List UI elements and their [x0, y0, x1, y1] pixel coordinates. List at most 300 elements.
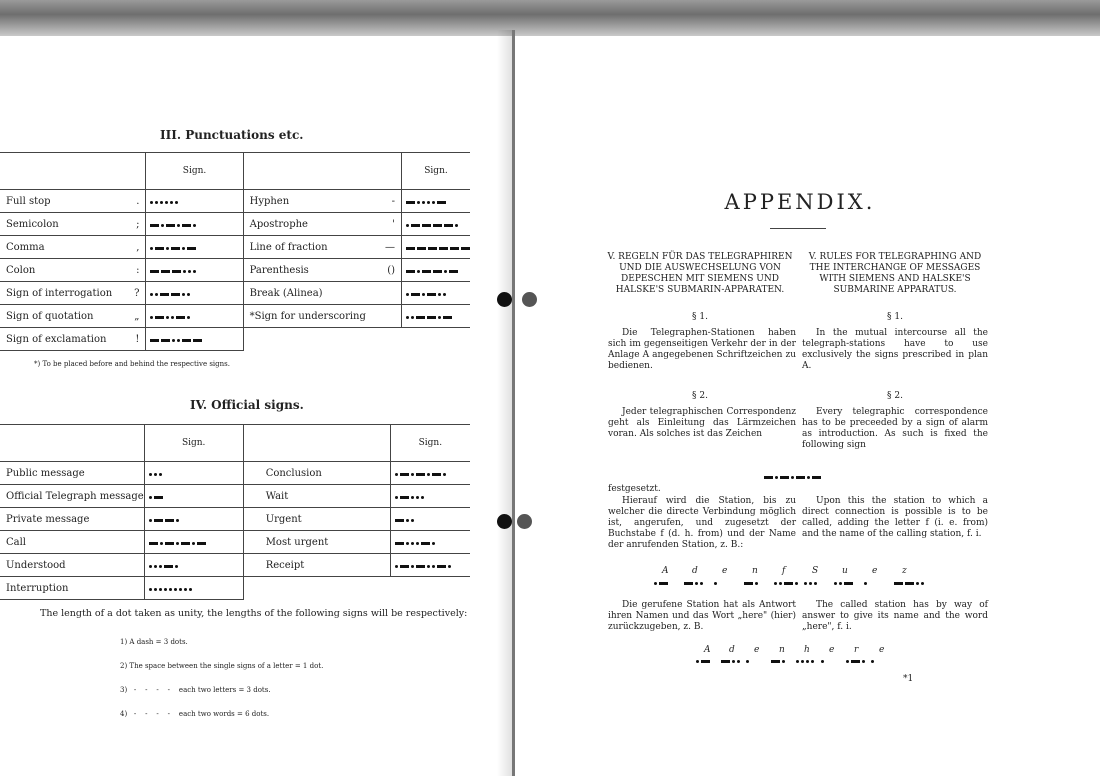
morse-dash	[744, 582, 753, 585]
morse-dot	[791, 476, 794, 479]
morse-dot	[811, 660, 814, 663]
morse-dash	[812, 476, 821, 479]
punct-morse	[402, 190, 471, 213]
morse-dot	[159, 588, 162, 591]
official-label: Wait	[243, 485, 390, 508]
example-letter: u	[842, 566, 848, 576]
morse-dash	[400, 496, 409, 499]
morse-dash	[421, 542, 430, 545]
morse-dot	[746, 660, 749, 663]
morse-dot	[183, 270, 186, 273]
morse-dash	[437, 565, 446, 568]
example-morse	[744, 582, 758, 585]
morse-dash	[182, 224, 191, 227]
punct-morse	[146, 236, 243, 259]
example-letter: r	[854, 645, 859, 655]
official-label: Public message	[0, 462, 144, 485]
morse-dash	[844, 582, 853, 585]
morse-dash	[432, 473, 441, 476]
book-spine	[512, 30, 515, 776]
morse-code	[406, 224, 458, 227]
binding-hole-upper-right	[522, 292, 537, 307]
morse-dot	[395, 565, 398, 568]
morse-dot	[166, 247, 169, 250]
punct-morse	[146, 305, 243, 328]
punct-morse	[146, 213, 243, 236]
morse-dot	[175, 201, 178, 204]
morse-code	[395, 565, 451, 568]
morse-dot	[193, 270, 196, 273]
morse-dash	[450, 247, 459, 250]
morse-dash	[411, 224, 420, 227]
morse-dash	[449, 270, 458, 273]
section2-de-label: § 2.	[692, 391, 708, 401]
morse-dot	[177, 339, 180, 342]
example-morse	[746, 660, 749, 663]
morse-dot	[159, 473, 162, 476]
morse-dash	[165, 519, 174, 522]
morse-dot	[422, 293, 425, 296]
morse-dot	[159, 565, 162, 568]
morse-dash	[400, 473, 409, 476]
morse-dash	[155, 316, 164, 319]
table-row	[0, 282, 470, 305]
morse-dash	[701, 660, 710, 663]
punct-label: Semicolon	[0, 213, 112, 236]
example-letter: h	[804, 645, 810, 655]
official-morse	[144, 531, 243, 554]
official-morse	[144, 577, 243, 600]
punct-morse	[402, 305, 471, 328]
punct-label: *Sign for underscoring	[243, 305, 367, 328]
morse-dot	[834, 582, 837, 585]
punct-symbol: !	[112, 328, 146, 351]
morse-dot	[395, 496, 398, 499]
morse-dot	[432, 201, 435, 204]
example-letter: e	[754, 645, 760, 655]
official-morse	[390, 508, 470, 531]
morse-dot	[807, 476, 810, 479]
morse-dash	[165, 542, 174, 545]
morse-dash	[171, 247, 180, 250]
example-morse	[804, 582, 817, 585]
morse-dot	[427, 565, 430, 568]
morse-dash	[164, 565, 173, 568]
example-letter: e	[879, 645, 885, 655]
punct-symbol: ()	[368, 259, 402, 282]
morse-code	[150, 316, 190, 319]
section2-de-text: Jeder telegraphischen Correspondenz geht als Einleitung das Lärmzeichen voran. Als solches ist das Zeichen	[608, 407, 796, 439]
punct-label: Apostrophe	[243, 213, 367, 236]
example-letter: d	[692, 566, 698, 576]
example-letter: S	[812, 566, 819, 576]
sign-header: Sign.	[390, 425, 470, 462]
morse-dash	[417, 247, 426, 250]
official-label: Interruption	[0, 577, 144, 600]
morse-dot	[176, 542, 179, 545]
punct-morse	[146, 328, 243, 351]
morse-dash	[684, 582, 693, 585]
morse-dot	[422, 201, 425, 204]
table-row	[0, 508, 470, 531]
morse-dot	[150, 247, 153, 250]
morse-dot	[432, 542, 435, 545]
festgesetzt-text: festgesetzt.	[608, 484, 661, 494]
paragraph3-de-text: Hierauf wird die Station, bis zu welcher die directe Verbindung möglich ist, angerufen, und zugesetzt der Buchstabe f (d. h. from) und der Name der anrufenden Station, z. B.:	[608, 496, 796, 550]
morse-code	[150, 270, 196, 273]
morse-dot	[432, 565, 435, 568]
punct-label: Comma	[0, 236, 112, 259]
title-rule	[770, 228, 826, 229]
morse-dot	[192, 542, 195, 545]
morse-dot	[443, 293, 446, 296]
punct-morse	[402, 282, 471, 305]
punct-symbol: '	[368, 213, 402, 236]
morse-dot	[406, 542, 409, 545]
morse-dash	[905, 582, 914, 585]
morse-dot	[154, 565, 157, 568]
morse-dash	[395, 519, 404, 522]
morse-dash	[197, 542, 206, 545]
official-morse	[144, 462, 243, 485]
morse-dot	[779, 582, 782, 585]
official-label: Urgent	[243, 508, 390, 531]
morse-dot	[411, 519, 414, 522]
official-label: Conclusion	[243, 462, 390, 485]
morse-dot	[149, 588, 152, 591]
morse-dot	[775, 476, 778, 479]
section1-de-text: Die Telegraphen-Stationen haben sich im gegenseitigen Verkehr der in der Anlage A angegebenen Schriftzeichen zu bedienen.	[608, 328, 796, 371]
punctuation-table	[0, 152, 470, 351]
morse-dot	[165, 201, 168, 204]
punct-morse	[146, 282, 243, 305]
morse-code	[150, 201, 178, 204]
example1-morse	[662, 582, 962, 588]
binding-hole-upper-left	[497, 292, 512, 307]
morse-dash	[172, 270, 181, 273]
morse-dot	[161, 224, 164, 227]
example2-letters	[704, 645, 924, 657]
official-label: Private message	[0, 508, 144, 531]
morse-dot	[732, 660, 735, 663]
morse-dot	[406, 293, 409, 296]
morse-dot	[164, 588, 167, 591]
punct-symbol: .	[112, 190, 146, 213]
morse-dash	[416, 316, 425, 319]
official-morse	[390, 485, 470, 508]
official-morse	[144, 554, 243, 577]
morse-dot	[170, 201, 173, 204]
morse-dot	[149, 565, 152, 568]
morse-dash	[411, 293, 420, 296]
morse-dot	[395, 473, 398, 476]
morse-dot	[448, 565, 451, 568]
alarm-sign	[764, 464, 821, 483]
morse-dash	[437, 201, 446, 204]
example-letter: d	[729, 645, 735, 655]
example-morse	[821, 660, 824, 663]
morse-dash	[406, 201, 415, 204]
morse-dot	[921, 582, 924, 585]
morse-dot	[160, 542, 163, 545]
official-label: Understood	[0, 554, 144, 577]
morse-dot	[189, 588, 192, 591]
morse-dot	[862, 660, 865, 663]
morse-dot	[155, 293, 158, 296]
morse-code	[406, 201, 446, 204]
official-label: Official Telegraph message	[0, 485, 144, 508]
morse-dot	[427, 201, 430, 204]
example-morse	[796, 660, 814, 663]
morse-dot	[149, 473, 152, 476]
morse-code	[395, 473, 446, 476]
punct-symbol: ;	[112, 213, 146, 236]
example-letter: n	[752, 566, 758, 576]
example-letter: A	[662, 566, 669, 576]
morse-dash	[400, 565, 409, 568]
example-morse	[774, 582, 798, 585]
punct-label: Sign of interrogation	[0, 282, 112, 305]
morse-dot	[174, 588, 177, 591]
morse-code	[150, 247, 196, 250]
length-item: 2) The space between the single signs of a letter = 1 dot.	[120, 662, 324, 670]
page-mark: *1	[903, 674, 914, 684]
morse-dot	[187, 293, 190, 296]
morse-dash	[784, 582, 793, 585]
morse-dot	[411, 316, 414, 319]
punct-symbol: —	[368, 236, 402, 259]
section1-de-label: § 1.	[692, 312, 708, 322]
scan-top-band	[0, 0, 1100, 36]
official-morse	[144, 485, 243, 508]
morse-code	[150, 224, 196, 227]
morse-dot	[443, 473, 446, 476]
sign-header: Sign.	[146, 153, 243, 190]
example-morse	[714, 582, 717, 585]
morse-dash	[406, 247, 415, 250]
morse-code	[149, 588, 192, 591]
morse-code	[406, 270, 458, 273]
paragraph4-en-text: The called station has by way of answer to give its name and the word „here", f. i.	[802, 600, 988, 632]
appendix-title: APPENDIX.	[724, 190, 876, 214]
morse-dot	[187, 316, 190, 319]
punct-morse	[402, 236, 471, 259]
morse-dot	[806, 660, 809, 663]
morse-dot	[411, 473, 414, 476]
example-morse	[654, 582, 668, 585]
punct-morse	[402, 213, 471, 236]
table-row	[0, 485, 470, 508]
punct-label: Sign of exclamation	[0, 328, 112, 351]
length-items	[120, 622, 323, 726]
section1-en-label: § 1.	[887, 312, 903, 322]
punct-symbol	[368, 305, 402, 328]
punct-morse	[402, 259, 471, 282]
morse-code	[149, 519, 179, 522]
punct-symbol: ?	[112, 282, 146, 305]
morse-code	[406, 316, 452, 319]
morse-dot	[417, 270, 420, 273]
morse-dot	[179, 588, 182, 591]
morse-dash	[150, 339, 159, 342]
morse-dot	[801, 660, 804, 663]
example-morse	[894, 582, 924, 585]
morse-dot	[149, 496, 152, 499]
morse-dash	[149, 542, 158, 545]
morse-code	[395, 519, 414, 522]
punct-symbol: „	[112, 305, 146, 328]
morse-dot	[169, 588, 172, 591]
morse-dot	[406, 224, 409, 227]
morse-dot	[150, 316, 153, 319]
table-row	[0, 554, 470, 577]
morse-dash	[851, 660, 860, 663]
morse-dot	[438, 316, 441, 319]
morse-dash	[422, 270, 431, 273]
morse-dot	[177, 224, 180, 227]
official-morse	[390, 531, 470, 554]
morse-dash	[439, 247, 448, 250]
table-row	[0, 328, 470, 351]
morse-dot	[696, 660, 699, 663]
table-row	[0, 236, 470, 259]
punct-label: Line of fraction	[243, 236, 367, 259]
paragraph4-de-text: Die gerufene Station hat als Antwort ihren Namen und das Wort „here" (hier) zurückzugeben, z. B.	[608, 600, 796, 632]
morse-dot	[154, 588, 157, 591]
sign-header: Sign.	[402, 153, 471, 190]
morse-dot	[796, 660, 799, 663]
example-letter: f	[782, 566, 786, 576]
official-morse	[144, 508, 243, 531]
length-item: 3) - - - - each two letters = 3 dots.	[120, 686, 271, 694]
morse-dot	[411, 565, 414, 568]
official-signs-table	[0, 424, 470, 600]
morse-dot	[438, 293, 441, 296]
table-row	[0, 462, 470, 485]
table-row	[0, 190, 470, 213]
official-label: Most urgent	[243, 531, 390, 554]
binding-hole-lower-right	[517, 514, 532, 529]
example-letter: e	[872, 566, 878, 576]
morse-dot	[166, 316, 169, 319]
morse-dot	[406, 316, 409, 319]
morse-dot	[411, 496, 414, 499]
morse-code	[149, 565, 178, 568]
morse-dash	[154, 519, 163, 522]
morse-dot	[700, 582, 703, 585]
example-morse	[871, 660, 874, 663]
morse-dot	[839, 582, 842, 585]
morse-dash	[444, 224, 453, 227]
morse-dot	[427, 473, 430, 476]
punct-label: Break (Alinea)	[243, 282, 367, 305]
morse-dash	[780, 476, 789, 479]
morse-dot	[782, 660, 785, 663]
morse-dot	[809, 582, 812, 585]
punct-label: Parenthesis	[243, 259, 367, 282]
morse-code	[395, 496, 424, 499]
morse-dash	[187, 247, 196, 250]
morse-dash	[193, 339, 202, 342]
morse-dash	[427, 293, 436, 296]
morse-code	[149, 473, 162, 476]
morse-code	[406, 247, 470, 250]
official-morse	[390, 462, 470, 485]
official-morse	[390, 554, 470, 577]
example-letter: n	[779, 645, 785, 655]
length-item: 4) - - - - each two words = 6 dots.	[120, 710, 270, 718]
morse-dash	[461, 247, 470, 250]
morse-dot	[804, 582, 807, 585]
example-morse	[696, 660, 710, 663]
binding-hole-lower-left	[497, 514, 512, 529]
morse-dot	[155, 201, 158, 204]
morse-dot	[182, 293, 185, 296]
morse-dot	[416, 496, 419, 499]
morse-dot	[176, 519, 179, 522]
morse-dash	[764, 476, 773, 479]
morse-dash	[422, 224, 431, 227]
morse-dash	[155, 247, 164, 250]
morse-dot	[160, 201, 163, 204]
section2-en-text: Every telegraphic correspondence has to be preceeded by a sign of alarm as introduction. As such is fixed the following sign	[802, 407, 988, 450]
example-morse	[721, 660, 740, 663]
morse-dot	[864, 582, 867, 585]
punct-symbol: ,	[112, 236, 146, 259]
morse-dash	[406, 270, 415, 273]
morse-dot	[654, 582, 657, 585]
morse-dot	[871, 660, 874, 663]
punct-label: Hyphen	[243, 190, 367, 213]
sign-header: Sign.	[144, 425, 243, 462]
morse-dash	[171, 293, 180, 296]
morse-dot	[795, 582, 798, 585]
morse-code	[150, 339, 202, 342]
official-label: Call	[0, 531, 144, 554]
morse-dot	[755, 582, 758, 585]
morse-dash	[154, 496, 163, 499]
morse-dash	[181, 542, 190, 545]
morse-dash	[150, 224, 159, 227]
morse-dash	[433, 224, 442, 227]
example-morse	[771, 660, 785, 663]
morse-dot	[193, 224, 196, 227]
morse-dot	[172, 339, 175, 342]
morse-dash	[160, 293, 169, 296]
footnote: *) To be placed before and behind the respective signs.	[34, 360, 230, 368]
morse-dash	[395, 542, 404, 545]
section2-en-label: § 2.	[887, 391, 903, 401]
example-morse	[684, 582, 703, 585]
morse-dash	[721, 660, 730, 663]
example-letter: z	[902, 566, 907, 576]
morse-dash	[161, 270, 170, 273]
morse-dash	[161, 339, 170, 342]
morse-dash	[433, 270, 442, 273]
official-label: Receipt	[243, 554, 390, 577]
table-row	[0, 213, 470, 236]
punct-label: Full stop	[0, 190, 112, 213]
morse-dot	[714, 582, 717, 585]
morse-dash	[428, 247, 437, 250]
morse-dot	[846, 660, 849, 663]
german-heading: V. REGELN FÜR DAS TELEGRAPHIREN UND DIE AUSWECHSELUNG VON DEPESCHEN MIT SIEMENS UND HALSKE'S SUBMARIN-APPARATEN.	[607, 252, 793, 295]
morse-dot	[455, 224, 458, 227]
morse-dot	[182, 247, 185, 250]
alarm-morse	[764, 476, 821, 479]
morse-dot	[821, 660, 824, 663]
section1-en-text: In the mutual intercourse all the telegraph-stations have to use exclusively the signs prescribed in plan A.	[802, 328, 988, 371]
